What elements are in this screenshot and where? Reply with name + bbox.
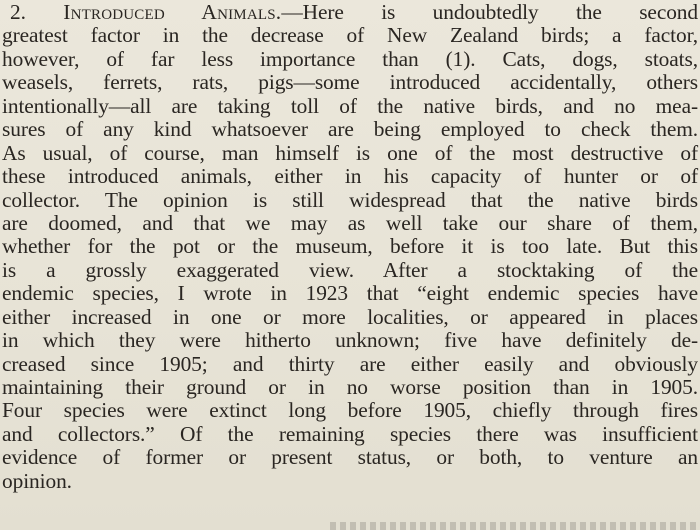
- text-line: greatest factor in the decrease of New Zealand birds; a factor,: [2, 23, 698, 48]
- section-heading: Introduced Animals.: [63, 0, 282, 24]
- text-line: intentionally—all are taking toll of the native birds, and no mea-: [2, 93, 698, 118]
- text-line: these introduced animals, either in his capacity of hunter or of: [2, 164, 698, 189]
- text-line: and collectors.” Of the remaining species there was insufficient: [2, 421, 698, 446]
- section-number: 2.: [10, 0, 26, 24]
- text-line: endemic species, I wrote in 1923 that “eight endemic species have: [2, 281, 698, 306]
- text-line: in which they were hitherto unknown; five have definitely de-: [2, 328, 698, 353]
- text-line: whether for the pot or the museum, before it is too late. But this: [2, 234, 698, 259]
- text-line-content: —Here is undoubtedly the second: [281, 0, 698, 24]
- text-line: weasels, ferrets, rats, pigs—some introduced accidentally, others: [2, 70, 698, 95]
- text-line: are doomed, and that we may as well take our share of them,: [2, 210, 698, 235]
- text-line: As usual, of course, man himself is one of the most destructive of: [2, 140, 698, 165]
- text-line: opinion.: [2, 468, 72, 493]
- text-line: is a grossly exaggerated view. After a stocktaking of the: [2, 257, 698, 282]
- body-paragraph: [2, 1, 698, 493]
- text-line: [2, 1, 698, 24]
- text-line: however, of far less importance than (1). Cats, dogs, stoats,: [2, 46, 698, 71]
- text-line: collector. The opinion is still widespread that the native birds: [2, 187, 698, 212]
- text-line: maintaining their ground or in no worse position than in 1905.: [2, 375, 698, 399]
- text-line: sures of any kind whatsoever are being employed to check them.: [2, 117, 698, 142]
- text-line: either increased in one or more localities, or appeared in places: [2, 304, 698, 329]
- text-line: Four species were extinct long before 1905, chiefly through fires: [2, 398, 698, 423]
- show-through-text-texture: [330, 522, 700, 530]
- text-line: creased since 1905; and thirty are either easily and obviously: [2, 351, 698, 376]
- text-line: evidence of former or present status, or both, to venture an: [2, 445, 698, 470]
